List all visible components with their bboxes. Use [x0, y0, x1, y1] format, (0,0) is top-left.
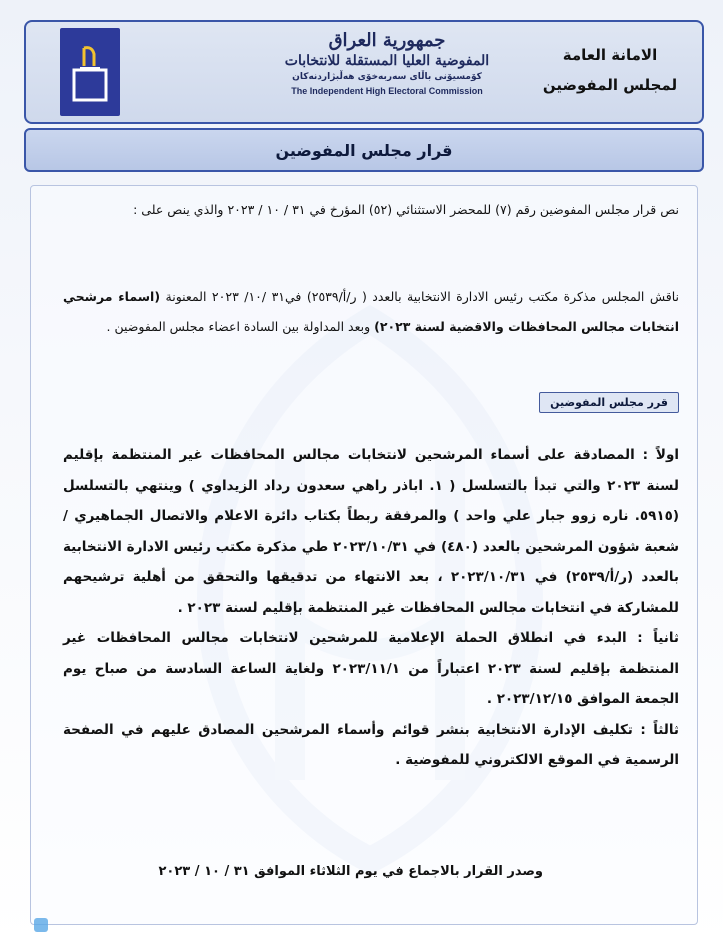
ballot-box-icon	[70, 40, 110, 104]
corner-decoration	[34, 918, 48, 932]
discussion-text-2: وبعد المداولة بين السادة اعضاء مجلس المفوضين .	[106, 319, 375, 334]
decision-clauses	[63, 440, 679, 776]
document-title: قرار مجلس المفوضين	[275, 140, 453, 160]
secretariat-line2: لمجلس المفوضين	[542, 76, 678, 94]
title-bar	[24, 128, 704, 172]
emblem-english-line: The Independent High Electoral Commission	[291, 86, 483, 96]
issuance-statement: وصدر القرار بالاجماع في يوم الثلاثاء الموافق ٣١ / ١٠ / ٢٠٢٣	[158, 864, 543, 879]
commission-logo	[60, 28, 120, 116]
decision-label: قرر مجلس المفوضين	[539, 392, 679, 413]
emblem-arabic-line2: المفوضية العليا المستقلة للانتخابات	[284, 53, 490, 69]
clause-third: ثالثاً : تكليف الإدارة الانتخابية بنشر قوائم وأسماء المرشحين المصادق عليهم في الصفحة الرسمية في الموقع الالكتروني للمفوضية .	[63, 721, 679, 768]
clause-second: ثانياً : البدء في انطلاق الحملة الإعلامية للمرشحين لانتخابات مجالس المحافظات غير المنتظمة بإقليم لسنة ٢٠٢٣ اعتباراً من ٢٠٢٣/١١/١ ولغاية الساعة السادسة من صباح يوم الجمعة الموافق ٢٠٢٣/١٢/١٥ .	[63, 630, 679, 707]
discussion-subject: (اسماء مرشحي انتخابات مجالس المحافظات والاقضية لسنة ٢٠٢٣)	[63, 289, 679, 334]
secretariat-line1: الامانة العامة	[562, 46, 658, 64]
secretariat-title	[540, 40, 680, 100]
intro-paragraph: نص قرار مجلس المفوضين رقم (٧) للمحضر الاستثنائي (٥٢) المؤرخ في ٣١ / ١٠ / ٢٠٢٣ والذي ينص على :	[133, 202, 679, 217]
document-header	[24, 20, 704, 124]
clause-first: اولاً : المصادقة على أسماء المرشحين لانتخابات مجالس المحافظات غير المنتظمة بإقليم لسنة ٢٠٢٣ والتي تبدأ بالتسلسل ( ١. اباذر راهي سعدون رداد الزيداوي ) وينتهي بالتسلسل (٥٩١٥. ناره زوو جبار علي واحد ) والمرفقة ربطاً بكتاب دائرة الاعلام والاتصال الجماهيري / شعبة شؤون المرشحين بالعدد (٤٨٠) في ٢٠٢٣/١٠/٣١ طي مذكرة مكتب رئيس الادارة الانتخابية بالعدد (ر/أ/٢٥٣٩) في ٢٠٢٣/١٠/٣١ ، بعد الانتهاء من تدقيقها والتحقق من أهلية ترشيحهم للمشاركة في انتخابات مجالس المحافظات غير المنتظمة بإقليم لسنة ٢٠٢٣ .	[63, 447, 679, 616]
commission-emblem	[272, 30, 502, 120]
discussion-text-1: ناقش المجلس مذكرة مكتب رئيس الادارة الانتخابية بالعدد ( ر/أ/٢٥٣٩) في٣١ /١٠/ ٢٠٢٣ المعنونة	[160, 289, 680, 304]
emblem-arabic-line1: جمهورية العراق	[328, 30, 446, 51]
discussion-paragraph	[63, 282, 679, 342]
emblem-kurdish-line: كۆمسیۆنی باڵای سەربەخۆی هەڵبژاردنەکان	[292, 72, 482, 82]
